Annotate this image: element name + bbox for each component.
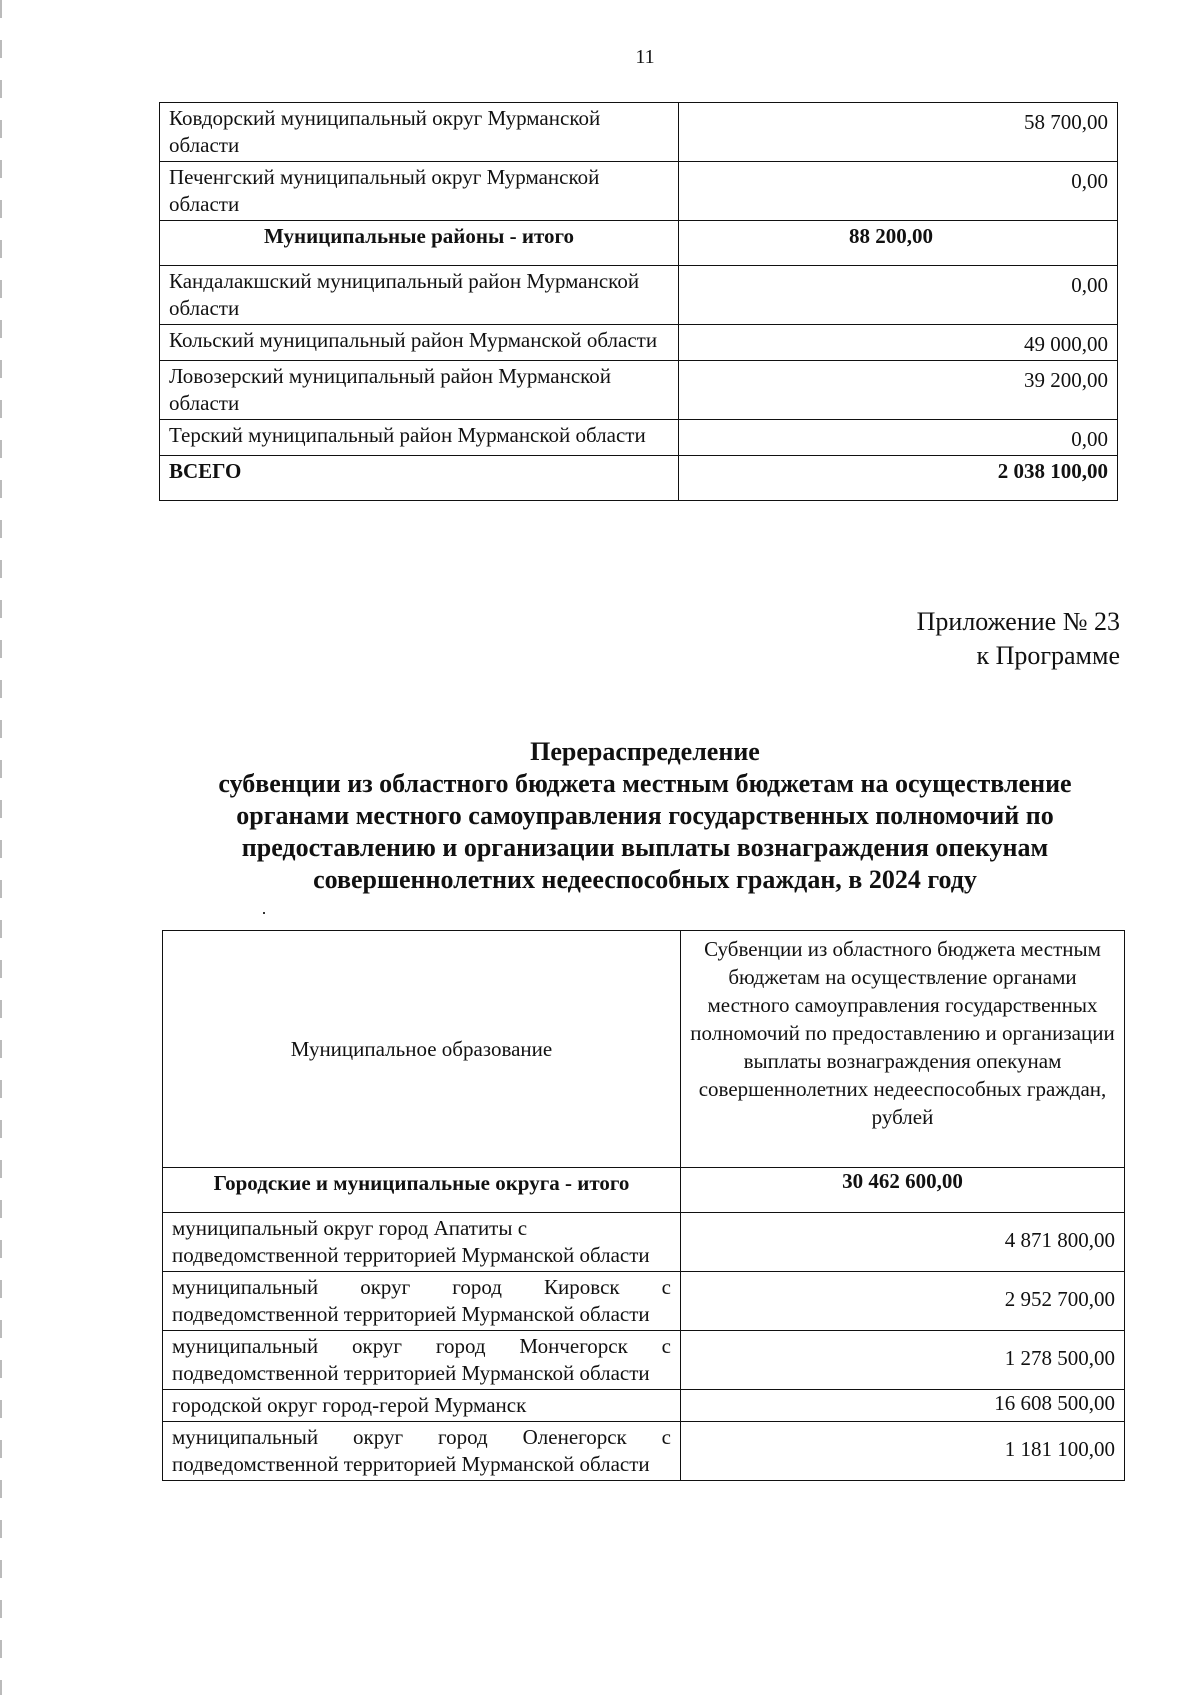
row-value: 1 278 500,00 (681, 1331, 1125, 1390)
appendix-note (917, 605, 1120, 673)
column-header-municipality: Муниципальное образование (163, 931, 681, 1168)
row-value: 0,00 (679, 420, 1118, 456)
row-name: Ловозерский муниципальный район Мурманской области (160, 361, 679, 420)
table-row (160, 325, 1118, 361)
table-header-row (163, 931, 1125, 1168)
row-name: Ковдорский муниципальный округ Мурманской области (160, 103, 679, 162)
document-heading (150, 736, 1140, 896)
row-value: 1 181 100,00 (681, 1422, 1125, 1481)
row-value: 0,00 (679, 266, 1118, 325)
row-name: Муниципальные районы - итого (160, 221, 679, 266)
appendix-subtitle: к Программе (976, 641, 1120, 670)
table-row-total (160, 456, 1118, 501)
row-name: муниципальный округ город Апатиты с подведомственной территорией Мурманской области (163, 1213, 681, 1272)
row-name: Городские и муниципальные округа - итого (163, 1168, 681, 1213)
row-value: 2 952 700,00 (681, 1272, 1125, 1331)
row-value: 88 200,00 (679, 221, 1118, 266)
row-value: 30 462 600,00 (681, 1168, 1125, 1213)
row-name: Печенгский муниципальный округ Мурманской области (160, 162, 679, 221)
row-name: Кандалакшский муниципальный район Мурманской области (160, 266, 679, 325)
row-value: 4 871 800,00 (681, 1213, 1125, 1272)
table-row (163, 1390, 1125, 1422)
table-row-total (163, 1168, 1125, 1213)
row-name: муниципальный округ город Оленегорск с подведомственной территорией Мурманской области (163, 1422, 681, 1481)
table-row-subtotal (160, 221, 1118, 266)
row-value: 39 200,00 (679, 361, 1118, 420)
row-value: 0,00 (679, 162, 1118, 221)
heading-line: субвенции из областного бюджета местным бюджетам на осуществление (218, 769, 1072, 798)
page-number: 11 (635, 46, 655, 68)
column-header-subvention: Субвенции из областного бюджета местным бюджетам на осуществление органами местного самоуправления государственных полномочий по предоставлению и организации выплаты вознаграждения опекунам совершеннолетних недееспособных граждан, рублей (681, 931, 1125, 1168)
top-table (159, 102, 1118, 501)
appendix-title: Приложение № 23 (916, 607, 1120, 636)
heading-line: совершеннолетних недееспособных граждан, в 2024 году (313, 865, 977, 894)
table-row (160, 361, 1118, 420)
table-row (160, 162, 1118, 221)
table-row (163, 1331, 1125, 1390)
row-name: Кольский муниципальный район Мурманской области (160, 325, 679, 361)
heading-line: органами местного самоуправления государственных полномочий по (236, 801, 1054, 830)
row-name: Терский муниципальный район Мурманской области (160, 420, 679, 456)
heading-line: предоставлению и организации выплаты вознаграждения опекунам (241, 833, 1049, 862)
table-row (160, 103, 1118, 162)
row-value: 2 038 100,00 (679, 456, 1118, 501)
table-row (160, 420, 1118, 456)
table-row (163, 1213, 1125, 1272)
table-row (163, 1272, 1125, 1331)
row-value: 49 000,00 (679, 325, 1118, 361)
row-value: 58 700,00 (679, 103, 1118, 162)
row-name: муниципальный округ город Мончегорск с подведомственной территорией Мурманской области (163, 1331, 681, 1390)
scan-speck (263, 912, 265, 914)
table-row (160, 266, 1118, 325)
row-name: ВСЕГО (160, 456, 679, 501)
row-value: 16 608 500,00 (681, 1390, 1125, 1422)
bottom-table (162, 930, 1125, 1481)
row-name: городской округ город-герой Мурманск (163, 1390, 681, 1422)
table-row (163, 1422, 1125, 1481)
row-name: муниципальный округ город Кировск с подведомственной территорией Мурманской области (163, 1272, 681, 1331)
heading-line: Перераспределение (530, 737, 760, 766)
scan-edge (0, 0, 2, 1695)
